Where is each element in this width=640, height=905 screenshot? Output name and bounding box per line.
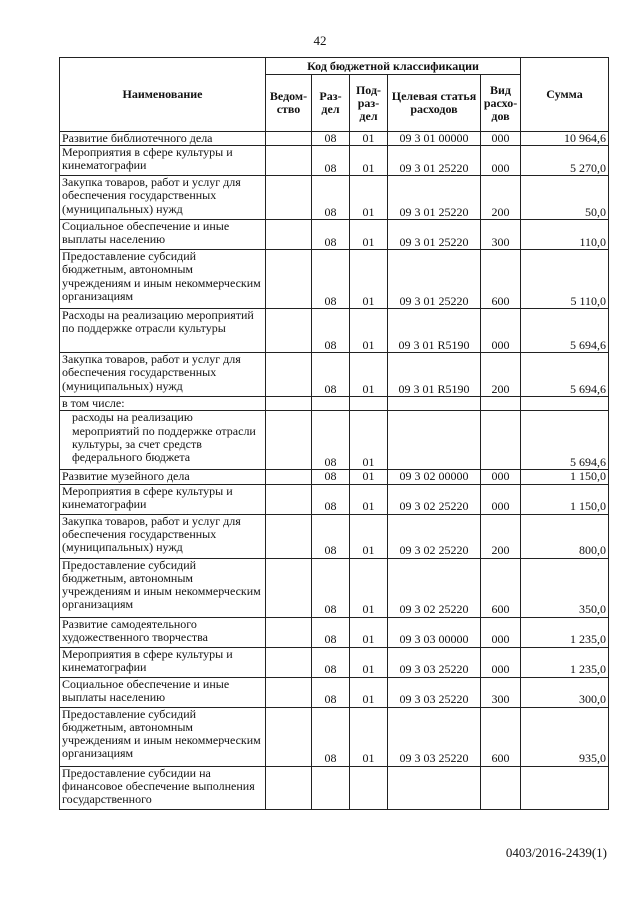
table-row [60,514,609,558]
row-vedomstvo [266,176,312,220]
table-row [60,309,609,353]
row-target-article: 09 3 01 25220 [388,176,481,220]
row-name: Мероприятия в сфере культуры и кинематографии [60,146,266,176]
row-vedomstvo [266,220,312,250]
row-name: Предоставление субсидий бюджетным, автономным учреждениям и иным некоммерческим организациям [60,250,266,309]
row-podrazdel: 01 [350,677,388,707]
row-target-article: 09 3 01 25220 [388,250,481,309]
row-vedomstvo [266,677,312,707]
row-razdel: 08 [312,309,350,353]
row-razdel: 08 [312,146,350,176]
row-expense-type: 300 [481,677,521,707]
row-razdel: 08 [312,484,350,514]
row-name: Закупка товаров, работ и услуг для обеспечения государственных (муниципальных) нужд [60,176,266,220]
row-expense-type: 200 [481,176,521,220]
row-razdel: 08 [312,647,350,677]
row-razdel: 08 [312,176,350,220]
row-expense-type: 000 [481,617,521,647]
row-vedomstvo [266,397,312,411]
row-razdel: 08 [312,470,350,484]
row-vedomstvo [266,766,312,809]
row-target-article: 09 3 01 00000 [388,132,481,146]
row-vedomstvo [266,484,312,514]
header-name: Наименование [60,58,266,132]
row-podrazdel: 01 [350,411,388,470]
row-name: Мероприятия в сфере культуры и кинематографии [60,647,266,677]
header-budget-classification: Код бюджетной классификации [266,58,521,75]
table-row [60,677,609,707]
row-expense-type: 600 [481,250,521,309]
row-podrazdel: 01 [350,514,388,558]
row-podrazdel: 01 [350,707,388,766]
row-vedomstvo [266,647,312,677]
table-row [60,176,609,220]
row-podrazdel: 01 [350,176,388,220]
row-razdel: 08 [312,677,350,707]
row-sum [521,766,609,809]
row-vedomstvo [266,132,312,146]
header-expense-type: Вид расхо-дов [481,75,521,132]
row-sum: 5 694,6 [521,309,609,353]
row-podrazdel [350,766,388,809]
budget-table [59,57,609,810]
row-name: Предоставление субсидии на финансовое обеспечение выполнения государственного [60,766,266,809]
row-target-article: 09 3 02 00000 [388,470,481,484]
row-podrazdel: 01 [350,647,388,677]
row-sum: 350,0 [521,558,609,617]
header-sum: Сумма [521,58,609,132]
table-row [60,470,609,484]
row-podrazdel [350,397,388,411]
row-expense-type [481,766,521,809]
row-vedomstvo [266,411,312,470]
row-vedomstvo [266,146,312,176]
row-expense-type: 000 [481,647,521,677]
row-vedomstvo [266,558,312,617]
row-name: Закупка товаров, работ и услуг для обеспечения государственных (муниципальных) нужд [60,514,266,558]
row-podrazdel: 01 [350,146,388,176]
table-row [60,250,609,309]
table-row [60,353,609,397]
row-sum: 5 270,0 [521,146,609,176]
row-target-article [388,397,481,411]
table-row [60,220,609,250]
row-target-article: 09 3 01 R5190 [388,309,481,353]
row-sum: 800,0 [521,514,609,558]
row-razdel: 08 [312,132,350,146]
row-razdel: 08 [312,250,350,309]
row-name: Развитие самодеятельного художественного творчества [60,617,266,647]
row-expense-type [481,397,521,411]
row-target-article: 09 3 03 00000 [388,617,481,647]
row-target-article: 09 3 01 R5190 [388,353,481,397]
row-target-article: 09 3 02 25220 [388,484,481,514]
row-expense-type: 000 [481,132,521,146]
table-row [60,617,609,647]
row-expense-type: 200 [481,514,521,558]
row-expense-type: 000 [481,309,521,353]
row-expense-type: 600 [481,707,521,766]
row-sum: 935,0 [521,707,609,766]
table-row [60,484,609,514]
row-target-article: 09 3 01 25220 [388,146,481,176]
row-name: Социальное обеспечение и иные выплаты населению [60,220,266,250]
row-podrazdel: 01 [350,617,388,647]
row-expense-type: 000 [481,484,521,514]
row-podrazdel: 01 [350,309,388,353]
row-razdel: 08 [312,514,350,558]
table-row [60,558,609,617]
row-name: Развитие музейного дела [60,470,266,484]
table-row [60,397,609,411]
table-row [60,647,609,677]
row-podrazdel: 01 [350,220,388,250]
row-razdel [312,766,350,809]
row-razdel: 08 [312,558,350,617]
row-vedomstvo [266,250,312,309]
row-name: Расходы на реализацию мероприятий по поддержке отрасли культуры [60,309,266,353]
row-sum: 5 694,6 [521,353,609,397]
row-sum: 110,0 [521,220,609,250]
row-expense-type: 300 [481,220,521,250]
header-vedomstvo: Ведом-ство [266,75,312,132]
page-number: 42 [313,33,327,48]
row-expense-type: 200 [481,353,521,397]
table-body [60,132,609,810]
row-razdel [312,397,350,411]
row-vedomstvo [266,470,312,484]
row-sum: 1 150,0 [521,470,609,484]
row-razdel: 08 [312,353,350,397]
row-sum: 1 235,0 [521,647,609,677]
document-code: 0403/2016-2439(1) [505,845,607,860]
row-target-article: 09 3 01 25220 [388,220,481,250]
row-target-article [388,411,481,470]
row-expense-type: 000 [481,470,521,484]
row-podrazdel: 01 [350,484,388,514]
header-razdel: Раз-дел [312,75,350,132]
table-row [60,707,609,766]
row-expense-type: 000 [481,146,521,176]
row-razdel: 08 [312,220,350,250]
row-name: Предоставление субсидий бюджетным, автономным учреждениям и иным некоммерческим организациям [60,707,266,766]
table-row [60,411,609,470]
row-sum [521,397,609,411]
row-sum: 300,0 [521,677,609,707]
row-podrazdel: 01 [350,132,388,146]
row-vedomstvo [266,353,312,397]
row-razdel: 08 [312,617,350,647]
row-vedomstvo [266,707,312,766]
row-target-article [388,766,481,809]
row-target-article: 09 3 03 25220 [388,707,481,766]
row-podrazdel: 01 [350,250,388,309]
row-target-article: 09 3 02 25220 [388,558,481,617]
row-name: в том числе: [60,397,266,411]
row-sum: 1 235,0 [521,617,609,647]
row-sum: 1 150,0 [521,484,609,514]
row-target-article: 09 3 03 25220 [388,677,481,707]
row-sum: 10 964,6 [521,132,609,146]
row-name: Социальное обеспечение и иные выплаты населению [60,677,266,707]
row-name: Мероприятия в сфере культуры и кинематографии [60,484,266,514]
row-sum: 50,0 [521,176,609,220]
row-name: Предоставление субсидий бюджетным, автономным учреждениям и иным некоммерческим организациям [60,558,266,617]
row-razdel: 08 [312,707,350,766]
row-target-article: 09 3 03 25220 [388,647,481,677]
header-podrazdel: Под-раз-дел [350,75,388,132]
row-sum: 5 694,6 [521,411,609,470]
row-podrazdel: 01 [350,353,388,397]
row-name: Развитие библиотечного дела [60,132,266,146]
row-target-article: 09 3 02 25220 [388,514,481,558]
header-target-article: Целевая статья расходов [388,75,481,132]
row-podrazdel: 01 [350,558,388,617]
row-podrazdel: 01 [350,470,388,484]
row-name: расходы на реализацию мероприятий по поддержке отрасли культуры, за счет средств федерального бюджета [60,411,266,470]
row-expense-type: 600 [481,558,521,617]
row-expense-type [481,411,521,470]
row-razdel: 08 [312,411,350,470]
table-row [60,766,609,809]
row-vedomstvo [266,514,312,558]
row-sum: 5 110,0 [521,250,609,309]
row-name: Закупка товаров, работ и услуг для обеспечения государственных (муниципальных) нужд [60,353,266,397]
table-row [60,132,609,146]
table-row [60,146,609,176]
row-vedomstvo [266,617,312,647]
row-vedomstvo [266,309,312,353]
